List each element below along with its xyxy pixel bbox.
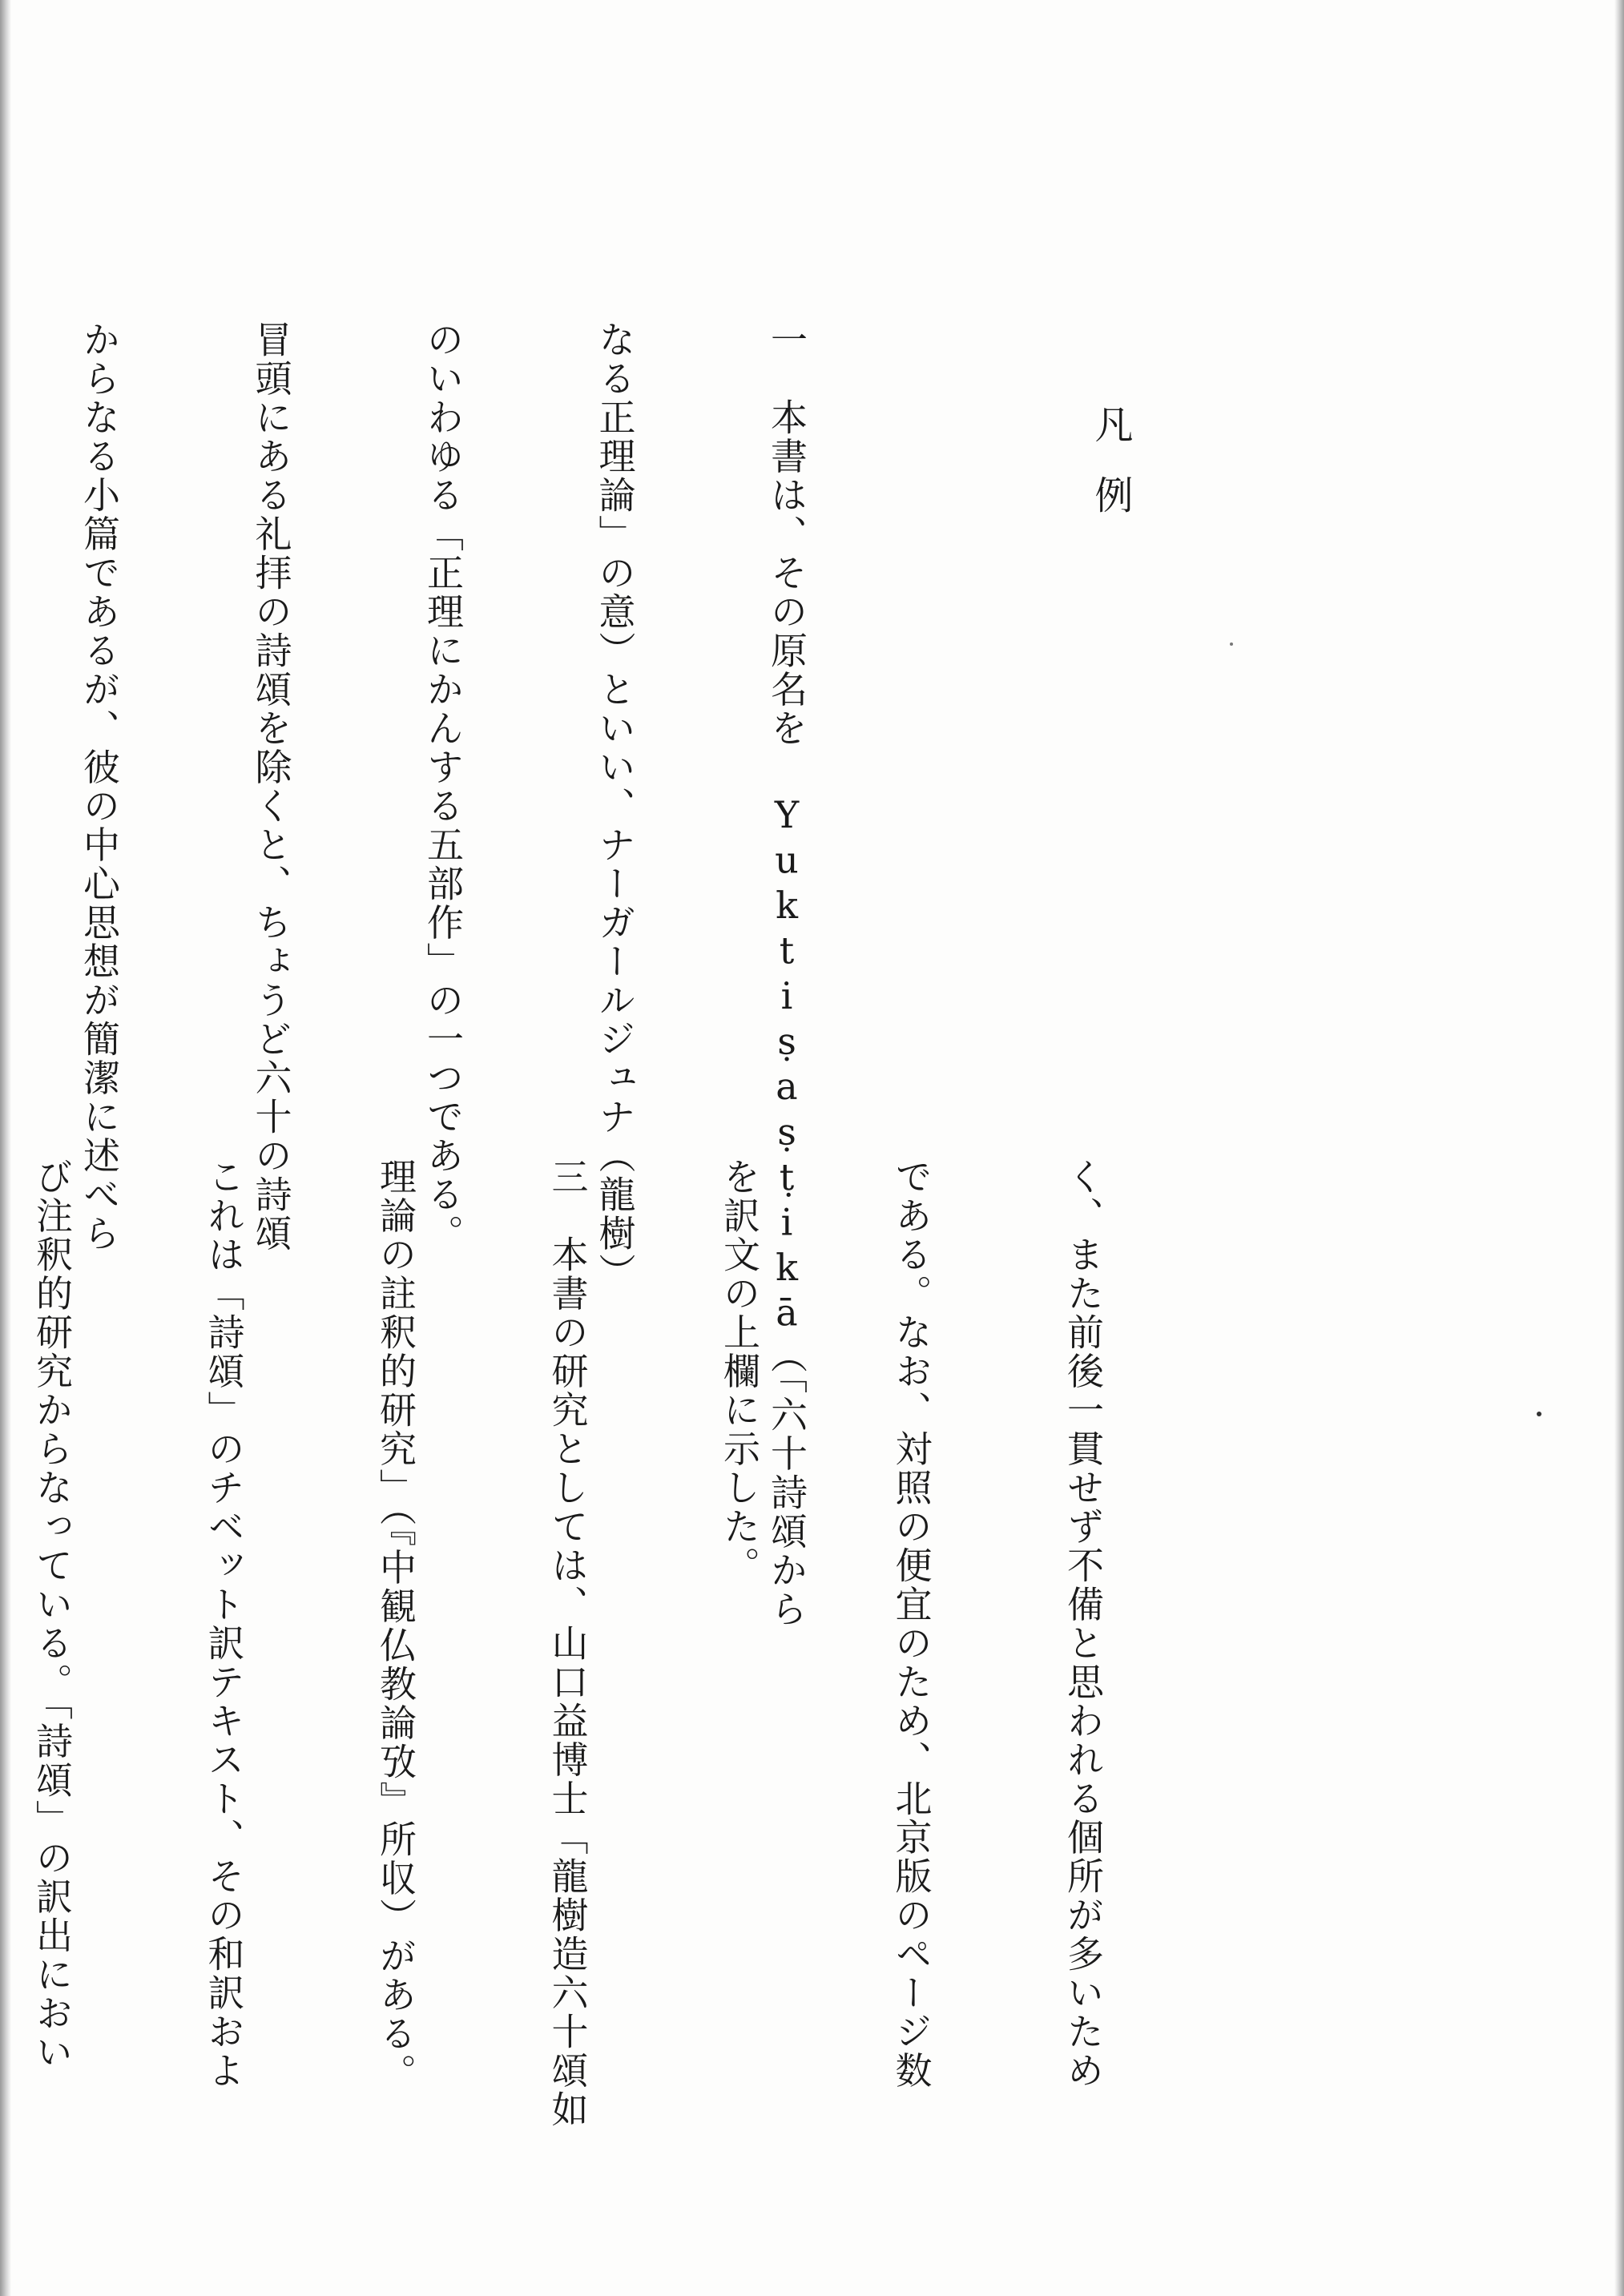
text-line: 三 本書の研究としては、山口益博士「龍樹造六十頌如: [546, 1158, 590, 2129]
scan-edge-right: [1614, 0, 1624, 2296]
text-line: これは「詩頌」のチベット訳テキスト、その和訳およ: [202, 1158, 246, 2090]
page-title: 凡例: [1088, 405, 1133, 546]
text-block-lower: [30, 1158, 1226, 2129]
text-line: く、また前後一貫せず不備と思われる個所が多いため: [1062, 1158, 1105, 2090]
text-line: なる正理論」の意）といい、ナーガールジュナ（龍樹）: [593, 320, 637, 1292]
scan-speck: [1230, 642, 1233, 646]
text-line: 冒頭にある礼拝の詩頌を除くと、ちょうど六十の詩頌: [249, 320, 293, 1253]
text-line: からなる小篇であるが、彼の中心思想が簡潔に述べら: [78, 320, 121, 1253]
text-line: び注釈的研究からなっている。「詩頌」の訳出におい: [30, 1158, 74, 2072]
text-line: のいわゆる「正理にかんする五部作」の一つである。: [421, 320, 465, 1253]
text-line: 理論の註釈的研究」（『中観仏教論攷』所収）がある。: [374, 1158, 417, 2093]
text-line: である。なお、対照の便宜のため、北京版のページ数: [889, 1158, 933, 2090]
text-line: 一 本書は、その原名を Yuktiṣaṣṭikā（「六十詩頌から: [765, 320, 808, 1629]
text-line: を訳文の上欄に示した。: [718, 1158, 761, 1585]
scan-speck: [1537, 1412, 1541, 1416]
